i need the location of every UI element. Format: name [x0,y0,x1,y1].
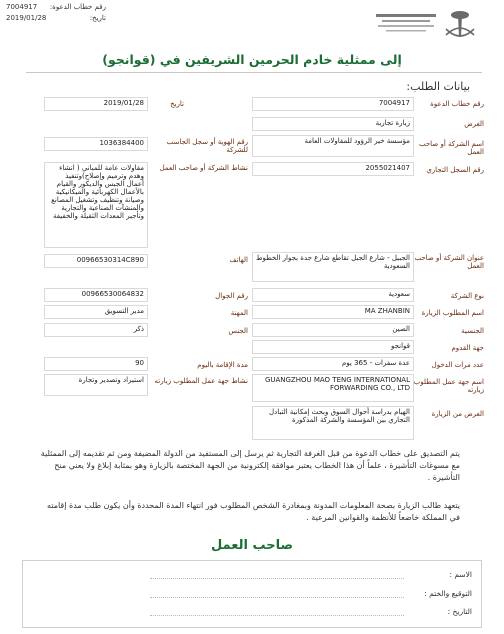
date-value: 2019/01/28 [44,97,148,111]
company-name-label: اسم الشركة أو صاحب العمل [418,140,484,156]
nationality-label: الجنسية [461,327,484,335]
gender-value: ذكر [44,323,148,337]
date-label: تاريخ [170,100,184,108]
cr-label: رقم السجل التجاري [426,166,484,174]
purpose-label: الغرض [464,120,484,128]
employer-section-title: صاحب العمل [210,538,294,553]
signature-date-line[interactable] [150,615,404,616]
stay-label: مدة الإقامة باليوم [197,361,248,369]
invite-no-value: 7004917 [252,97,414,111]
visitor-label: اسم المطلوب الزيارة [421,309,484,317]
signature-box [22,560,482,628]
company-type-label: نوع الشركة [450,292,484,300]
tax-id-label: رقم الهوية أو سجل الجاسب للشركة [166,138,248,154]
visitor-value: MA ZHANBIN [252,305,414,319]
address-value: الجبيل - شارع الجبل تقاطع شارع جدة بجوار الخطوط السعودية [252,252,414,282]
commitment-note: يتعهد طالب الزيارة بصحة المعلومات المدونة وبمغادرة الشخص المطلوب فور انتهاء المدة المحددة وأن يكون طلب مدة إقامته في المملكة خاضعاً للأنظمة والقوانين المرعية . [47,501,460,522]
signature-date-label: التاريخ : [447,607,472,616]
signature-sign-line[interactable] [150,597,404,598]
entries-value: عدة سفرات - 365 يوم [252,357,414,371]
gender-label: الجنس [228,327,248,335]
signature-name-label: الاسم : [449,570,472,579]
page-title: إلى ممثلية خادم الحرمين الشريفين في (قوانجو) [102,52,402,67]
mobile-label: رقم الجوال [215,292,248,300]
profession-value: مدير التسويق [44,305,148,319]
purpose-value: زيارة تجارية [252,117,414,131]
employer-activity-label: نشاط جهة عمل المطلوب زيارته [154,377,248,385]
profession-label: المهنة [230,309,248,317]
section-title: بيانات الطلب: [406,80,470,93]
header-date: 2019/01/28 [6,14,47,22]
employer-activity-value: استيراد وتصدير وتجارة [44,374,148,396]
employer-label: اسم جهة عمل المطلوب زيارته [413,378,484,394]
entries-label: عدد مرات الدخول [431,361,484,369]
cr-value: 2055021407 [252,162,414,176]
header-date-label: تاريخ: [89,14,106,22]
arrival-label: جهة القدوم [451,344,484,352]
tax-id-value: 1036384400 [44,137,148,151]
address-label: عنوان الشركة أو صاحب العمل [414,254,484,270]
phone-value: 00966530314C890 [44,254,148,268]
signature-sign-label: التوقيع والختم : [424,589,472,598]
visit-purpose-label: الغرض من الزيارة [431,410,484,418]
approval-note: يتم التصديق على خطاب الدعوة من قبل الغرفة التجارية ثم يرسل إلى المستفيد من الدولة المضيفة ومن ثم تقديمه إلى الممثلية مع مسوغات التأشيرة ، علماً أن هذا الخطاب يعتبر موافقة إلكترونية من الجهة المختصة بالزيارة وهو بمثابة إبلاغ ولا يعني منح التأشيرة . [40,449,460,482]
phone-label: الهاتف [229,256,248,264]
activity-label: نشاط الشركة أو صاحب العمل [159,164,248,172]
company-name-value: مؤسسة خير الرؤود للمقاولات العامة [252,135,414,157]
signature-name-line[interactable] [150,578,404,579]
stay-value: 90 [44,357,148,371]
mobile-value: 00966530064832 [44,288,148,302]
employer-value: GUANGZHOU MAO TENG INTERNATIONAL FORWARDING CO., LTD [252,374,414,402]
header-invite-no: 7004917 [6,3,38,11]
company-type-value: سعودية [252,288,414,302]
nationality-value: الصين [252,323,414,337]
activity-value: مقاولات عامة للمباني ( انشاء وهدم وترميم وإصلاح)وتنفيذ أعمال الجبس والديكور والقيام بالأعمال الكهربائية والميكانيكية وصيانة وتنظيف وتشغيل المصانع والمنشآت الصناعية والتجارية وتأجير المعدات الثقيلة والخفيفة [44,162,148,248]
header-invite-label: رقم خطاب الدعوة: [49,3,106,11]
arrival-value: قوانجو [252,340,414,354]
visit-purpose-value: الهيام بدراسة أحوال السوق وبحث إمكانية التبادل التجاري بين المؤسسة والشركة المذكورة [252,406,414,440]
invite-no-label: رقم خطاب الدعوة [430,100,484,108]
